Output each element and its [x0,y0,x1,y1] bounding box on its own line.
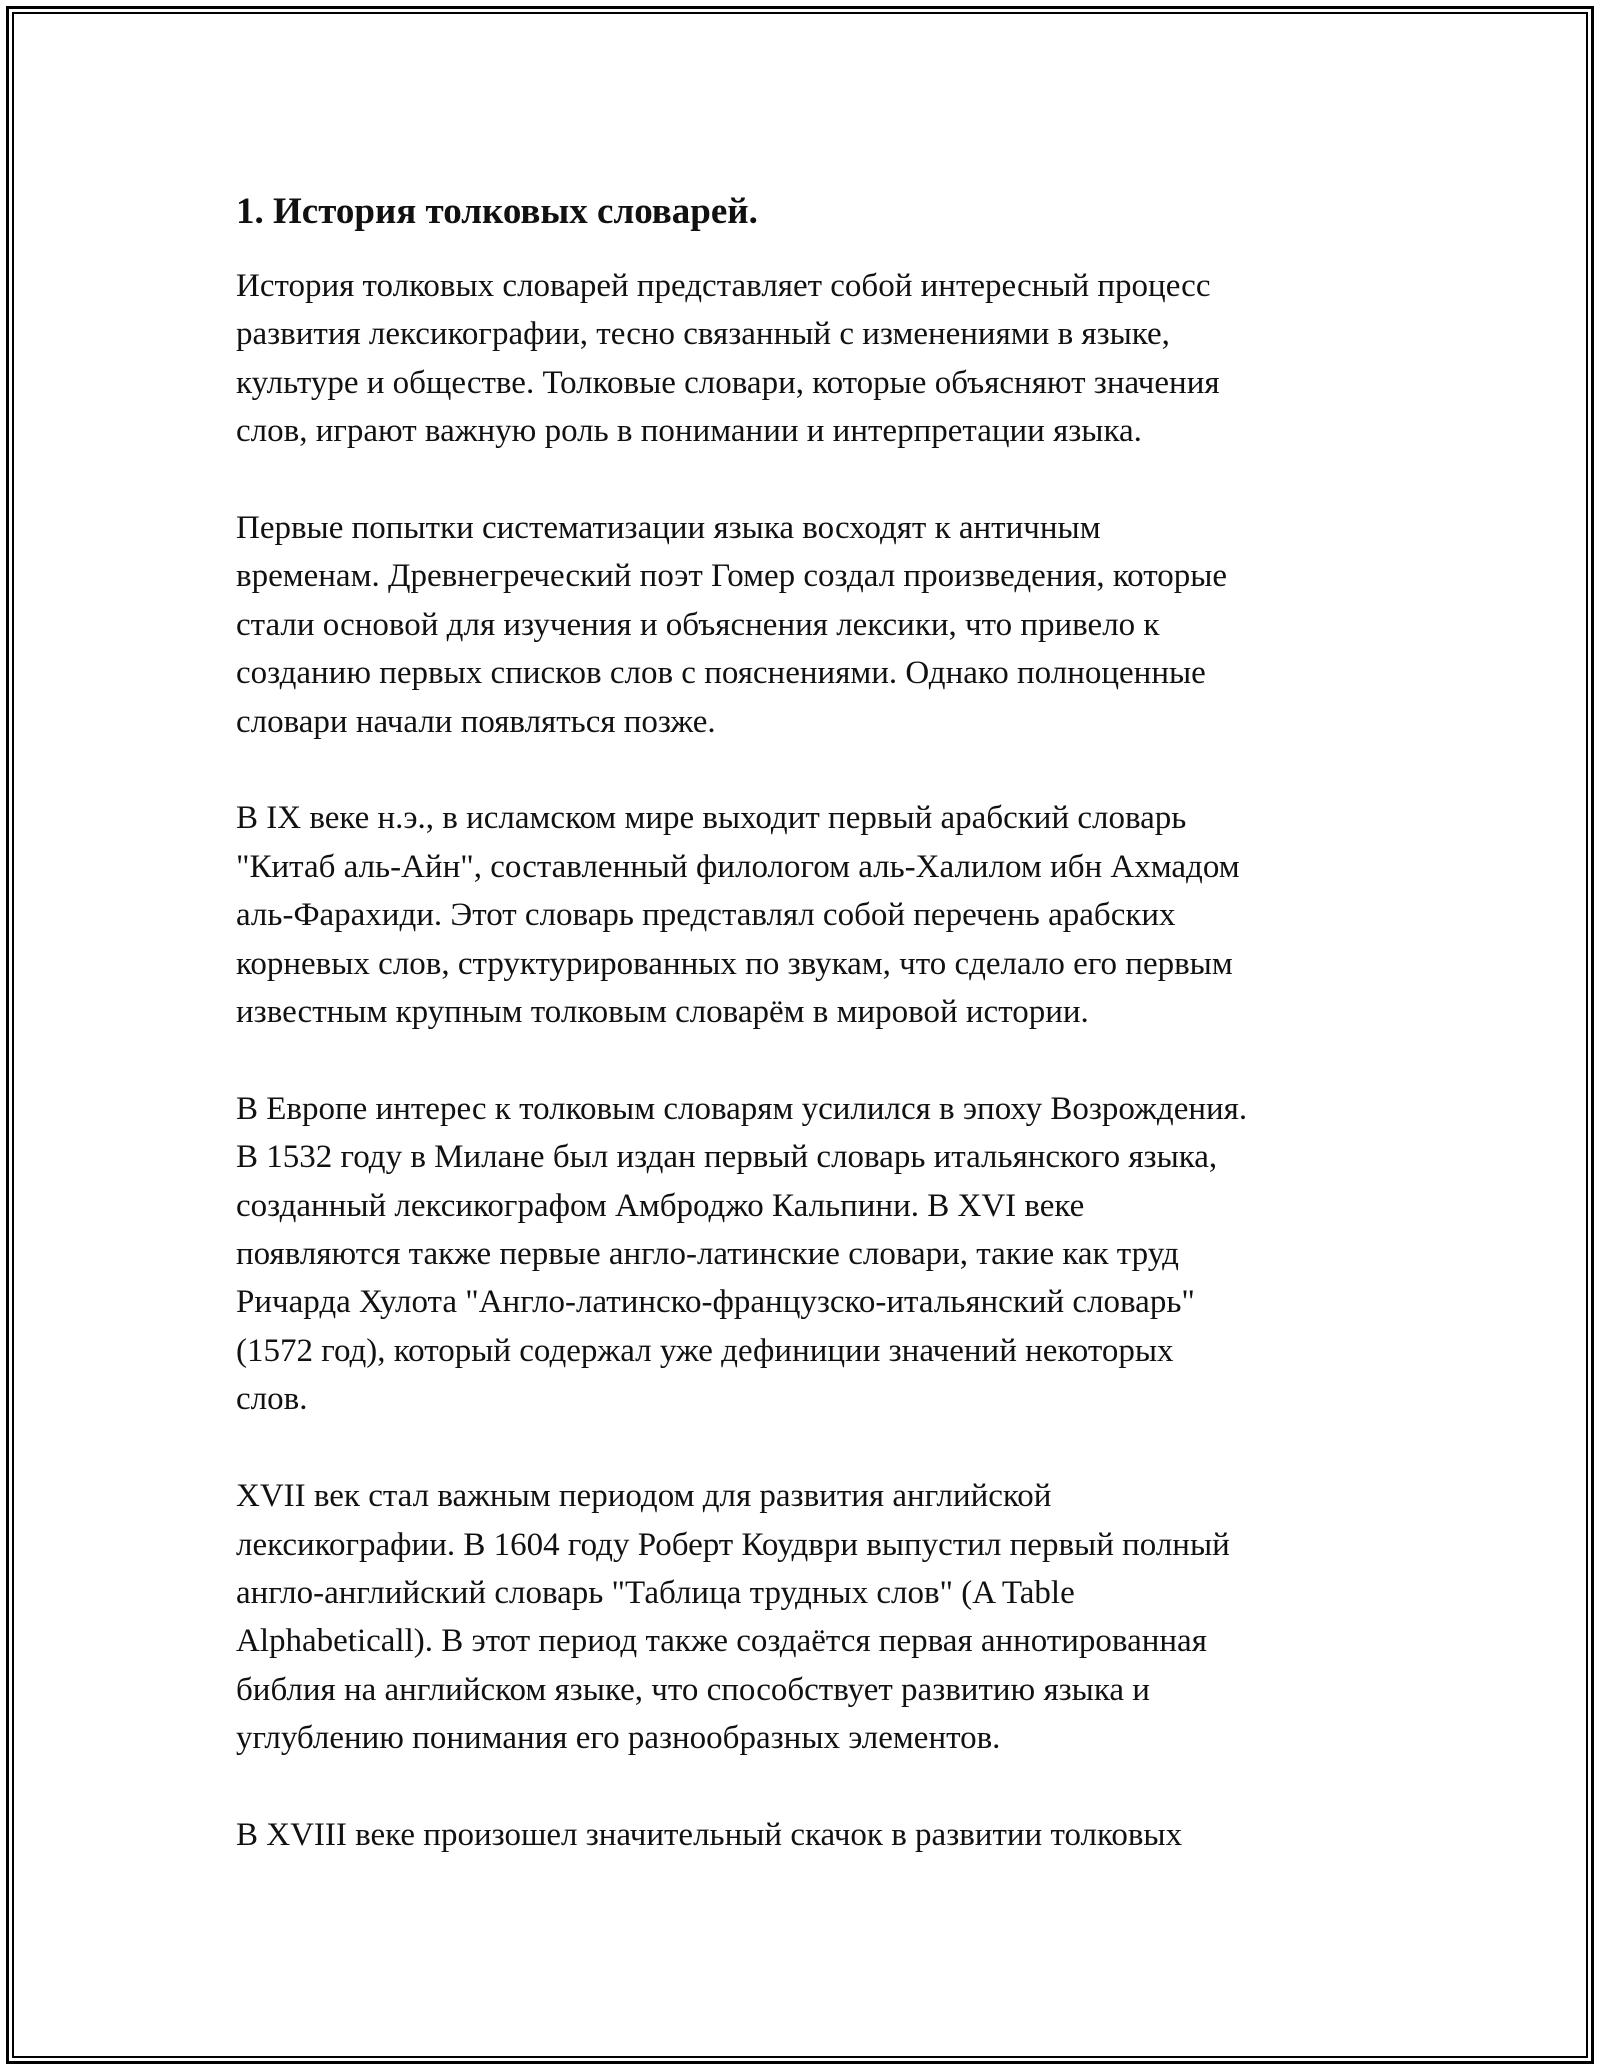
paragraph-line: культуре и обществе. Толковые словари, которые объясняют значения [236,364,1220,401]
paragraph-line: "Китаб аль-Айн", составленный филологом аль-Халилом ибн Ахмадом [236,848,1240,885]
paragraph-line: слов. [236,1381,308,1418]
paragraph-line: слов, играют важную роль в понимании и интерпретации языка. [236,413,1142,450]
paragraph-line: стали основой для изучения и объяснения лексики, что привело к [236,606,1160,643]
paragraph-1 [236,262,1386,456]
paragraph-line: временам. Древнегреческий поэт Гомер создал произведения, которые [236,558,1228,595]
paragraph-line: Ричарда Хулота "Англо-латинско-французско-итальянский словарь" [236,1284,1195,1321]
paragraph-line: Alphabeticall). В этот период также создаётся первая аннотированная [236,1623,1207,1660]
paragraph-line: История толковых словарей представляет собой интересный процесс [236,268,1211,304]
paragraph-line: В Европе интерес к толковым словарям усилился в эпоху Возрождения. [236,1090,1248,1127]
paragraph-line: В IX веке н.э., в исламском мире выходит первый арабский словарь [236,800,1187,837]
paragraph-line: (1572 год), который содержал уже дефиниции значений некоторых [236,1332,1174,1369]
paragraph-line: Первые попытки систематизации языка восходят к античным [236,510,1101,547]
paragraph-3 [236,794,1386,1036]
paragraph-line: В 1532 году в Милане был издан первый словарь итальянского языка, [236,1139,1218,1176]
paragraph-line: корневых слов, структурированных по звукам, что сделало его первым [236,945,1233,982]
paragraph-line: известным крупным толковым словарём в мировой истории. [236,994,1089,1031]
paragraph-line: появляются также первые англо-латинские словари, такие как труд [236,1236,1179,1273]
paragraph-line: англо-английский словарь "Таблица трудных слов" (A Table [236,1574,1075,1611]
document-body [236,188,1386,1908]
paragraph-4 [236,1085,1386,1424]
paragraph-line: словари начали появляться позже. [236,703,716,740]
paragraph-line: развития лексикографии, тесно связанный с изменениями в языке, [236,316,1170,353]
paragraph-line: углублению понимания его разнообразных элементов. [236,1720,1001,1757]
paragraph-line: созданию первых списков слов с пояснениями. Однако полноценные [236,655,1206,692]
paragraph-line: библия на английском языке, что способствует развитию языка и [236,1671,1150,1708]
section-heading: 1. История толковых словарей. [236,191,758,232]
paragraph-line: созданный лексикографом Амброджо Кальпини. В XVI веке [236,1187,1085,1224]
paragraph-line: лексикографии. В 1604 году Роберт Коудври выпустил первый полный [236,1526,1230,1563]
paragraph-2 [236,504,1386,746]
paragraph-line: аль-Фарахиди. Этот словарь представлял собой перечень арабских [236,897,1176,934]
paragraph-5 [236,1472,1386,1762]
paragraph-line: XVII век стал важным периодом для развития английской [236,1478,1052,1515]
paragraph-line: В XVIII веке произошел значительный скачок в развитии толковых [236,1816,1183,1853]
paragraph-6 [236,1811,1386,1859]
